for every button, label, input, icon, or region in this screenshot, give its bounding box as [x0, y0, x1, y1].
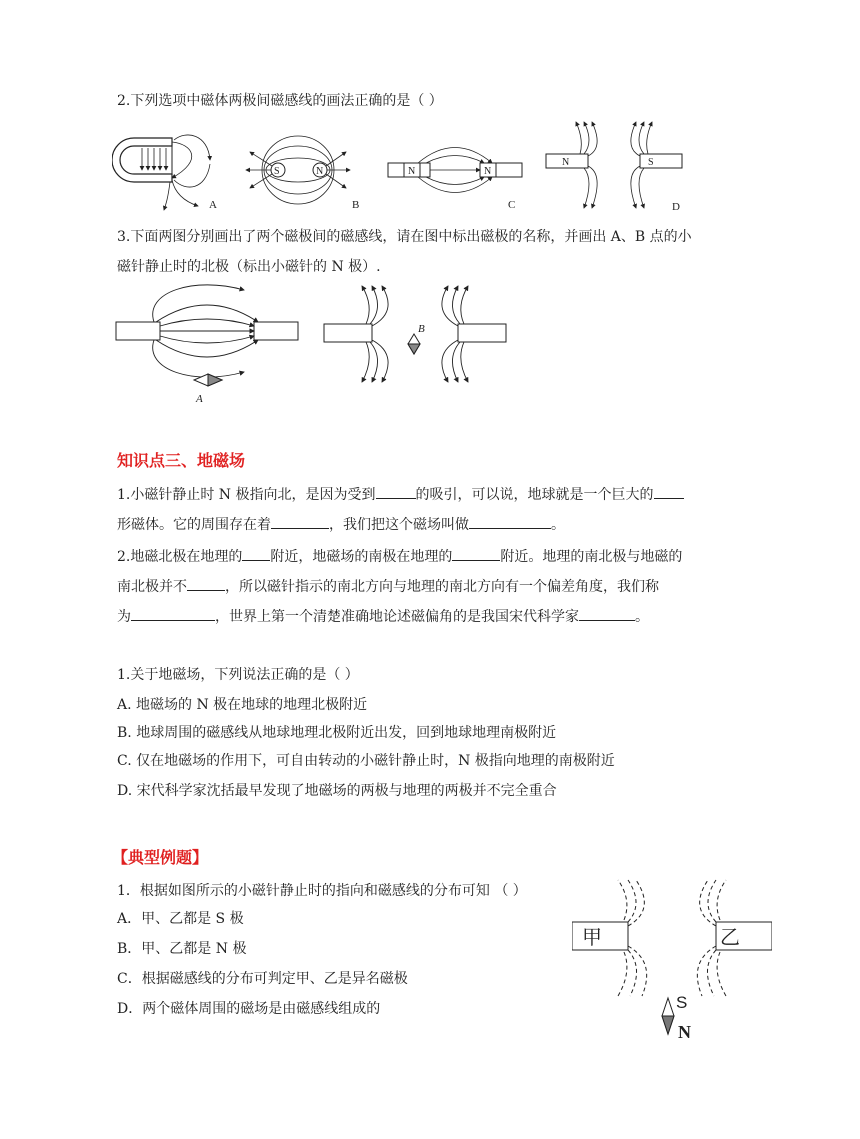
magnet-jia-label: 甲	[582, 925, 602, 949]
q3-label-a: A	[196, 393, 203, 405]
example1-option-a[interactable]: A．甲、乙都是 S 极	[117, 911, 244, 927]
blank-field[interactable]	[654, 484, 684, 499]
q3-line-1: 3.下面两图分别画出了两个磁极间的磁感线，请在图中标出磁极的名称，并画出 A、B 点的小	[117, 229, 692, 245]
q2-label-b: B	[352, 199, 360, 211]
magnet-yi-label: 乙	[720, 925, 740, 949]
q3-figure-right	[322, 282, 508, 386]
blank-field[interactable]	[242, 546, 270, 561]
quiz1-option-d[interactable]: D. 宋代科学家沈括最早发现了地磁场的两极与地理的两极并不完全重合	[117, 783, 557, 799]
q3-figure-left	[114, 282, 300, 406]
blank-field[interactable]	[376, 484, 416, 499]
q2-d-pole-right: S	[648, 157, 654, 168]
q2-b-pole-left: S	[274, 166, 280, 177]
q3-line-2: 磁针静止时的北极（标出小磁针的 N 极）.	[117, 259, 381, 275]
section3-p2-line3: 为 ，世界上第一个清楚准确地论述磁偏角的是我国宋代科学家 。	[117, 606, 649, 626]
example1-option-d[interactable]: D．两个磁体周围的磁场是由磁感线组成的	[117, 1001, 381, 1017]
q2-figure-b	[242, 130, 362, 212]
example1-figure	[572, 874, 772, 1044]
section3-p1-line2: 形磁体。它的周围存在着 ，我们把这个磁场叫做 。	[117, 514, 565, 534]
needle-n-label: N	[678, 1022, 691, 1042]
q2-b-pole-right: N	[316, 166, 324, 177]
blank-field[interactable]	[452, 546, 500, 561]
blank-field[interactable]	[579, 606, 635, 621]
q2-figure-d	[544, 118, 688, 214]
quiz1-option-b[interactable]: B. 地球周围的磁感线从地球地理北极附近出发，回到地球地理南极附近	[117, 725, 557, 741]
q2-stem: 2.下列选项中磁体两极间磁感线的画法正确的是（ ）	[117, 93, 443, 109]
quiz1-option-a[interactable]: A. 地磁场的 N 极在地球的地理北极附近	[117, 697, 368, 713]
q2-c-pole-right: N	[484, 166, 492, 177]
example1-stem: 1．根据如图所示的小磁针静止时的指向和磁感线的分布可知 （ ）	[117, 883, 527, 899]
examples-title: 【典型例题】	[112, 848, 209, 867]
quiz1-option-c[interactable]: C. 仅在地磁场的作用下，可自由转动的小磁针静止时，N 极指向地理的南极附近	[117, 753, 615, 769]
section3-title: 知识点三、地磁场	[117, 451, 246, 470]
example1-option-b[interactable]: B．甲、乙都是 N 极	[117, 941, 247, 957]
example1-option-c[interactable]: C．根据磁感线的分布可判定甲、乙是异名磁极	[117, 971, 408, 987]
blank-field[interactable]	[469, 514, 551, 529]
q2-label-d: D	[672, 201, 680, 213]
q3-label-b: B	[418, 323, 425, 335]
blank-field[interactable]	[271, 514, 329, 529]
q2-label-a: A	[209, 199, 217, 211]
q2-c-pole-left: N	[408, 166, 416, 177]
section3-p2-line1: 2.地磁北极在地理的 附近，地磁场的南极在地理的 附近。地理的南北极与地磁的	[117, 546, 682, 566]
blank-field[interactable]	[187, 576, 225, 591]
q2-d-pole-left: N	[562, 157, 570, 168]
q2-figure-a	[112, 130, 222, 212]
needle-s-label: S	[676, 993, 688, 1012]
quiz1-stem: 1.关于地磁场，下列说法正确的是（ ）	[117, 667, 359, 683]
q2-label-c: C	[508, 199, 516, 211]
blank-field[interactable]	[131, 606, 215, 621]
q2-figure-c	[386, 130, 526, 212]
section3-p1-line1: 1.小磁针静止时 N 极指向北，是因为受到 的吸引，可以说，地球就是一个巨大的	[117, 484, 684, 504]
section3-p2-line2: 南北极并不 ，所以磁针指示的南北方向与地理的南北方向有一个偏差角度，我们称	[117, 576, 659, 596]
